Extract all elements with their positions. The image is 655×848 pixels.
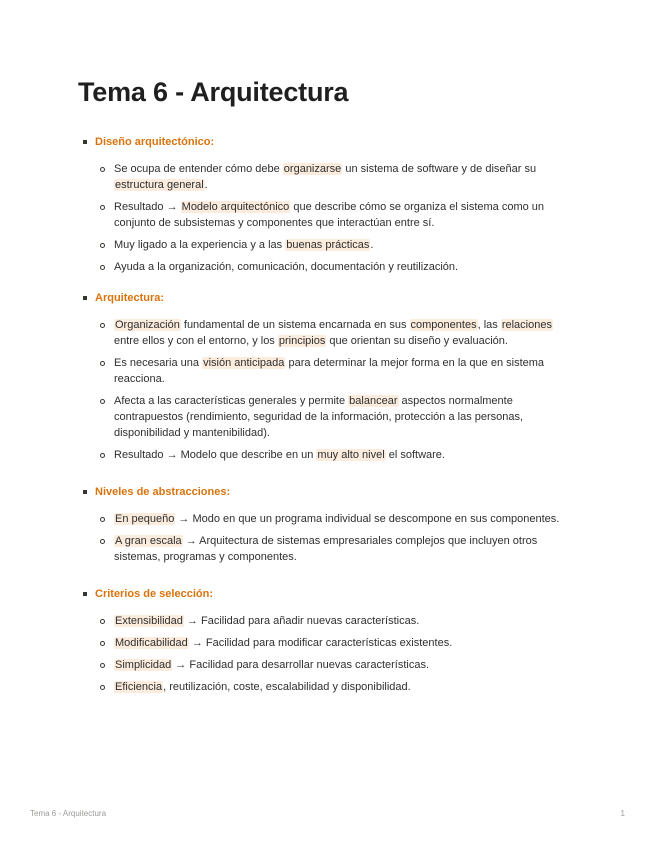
highlighted-text: buenas prácticas <box>286 239 370 251</box>
list-item <box>78 613 578 629</box>
section-heading <box>78 133 578 151</box>
list-item <box>78 679 578 695</box>
highlighted-text: Organización <box>115 319 180 331</box>
list-item <box>78 393 578 441</box>
list-item <box>78 199 578 231</box>
section <box>78 289 578 463</box>
text-run: Muy ligado a la experiencia y a las <box>114 239 286 251</box>
highlighted-text: organizarse <box>283 163 342 175</box>
section-heading <box>78 483 578 501</box>
section-heading-text: Criterios de selección: <box>95 588 213 600</box>
text-run: para determinar la mejor forma en la que en sistema reacciona. <box>114 357 545 385</box>
circle-bullet-icon <box>100 685 105 690</box>
text-run: fundamental de un sistema encarnada en sus <box>180 319 410 331</box>
text-run: aspectos normalmente contrapuestos (rendimiento, seguridad de la información, protección a las personas, disponibilidad y mantenibilidad). <box>114 395 524 439</box>
list-item <box>78 317 578 349</box>
highlighted-text: muy alto nivel <box>317 449 385 461</box>
footer-title: Tema 6 - Arquitectura <box>30 809 107 818</box>
highlighted-text: balancear <box>349 395 398 407</box>
text-run: Es necesaria una <box>114 357 203 369</box>
text-run: Resultado → <box>114 201 181 213</box>
section-heading <box>78 585 578 603</box>
bullet-list <box>78 613 578 695</box>
text-run: Ayuda a la organización, comunicación, documentación y reutilización. <box>114 261 459 273</box>
text-run: Afecta a las características generales y permite <box>114 395 349 407</box>
highlighted-text: En pequeño <box>115 513 175 525</box>
list-item <box>78 355 578 387</box>
list-item <box>78 635 578 651</box>
text-run: que orientan su diseño y evaluación. <box>326 335 508 347</box>
highlighted-text: A gran escala <box>115 535 182 547</box>
circle-bullet-icon <box>100 399 105 404</box>
list-item <box>78 237 578 253</box>
list-item <box>78 447 578 463</box>
bullet-list <box>78 511 578 565</box>
text-run: → Facilidad para modificar características existentes. <box>188 637 453 649</box>
list-item <box>78 533 578 565</box>
text-run: el software. <box>385 449 445 461</box>
text-run: → Facilidad para añadir nuevas características. <box>183 615 420 627</box>
bullet-list <box>78 317 578 463</box>
circle-bullet-icon <box>100 517 105 522</box>
circle-bullet-icon <box>100 243 105 248</box>
highlighted-text: visión anticipada <box>203 357 285 369</box>
section <box>78 133 578 275</box>
list-item <box>78 259 578 275</box>
highlighted-text: Modificabilidad <box>115 637 188 649</box>
highlighted-text: Eficiencia <box>115 681 163 693</box>
page-title: Tema 6 - Arquitectura <box>78 77 349 107</box>
circle-bullet-icon <box>100 663 105 668</box>
text-run: Resultado → Modelo que describe en un <box>114 449 317 461</box>
list-item <box>78 657 578 673</box>
circle-bullet-icon <box>100 167 105 172</box>
text-run: , las <box>477 319 501 331</box>
circle-bullet-icon <box>100 539 105 544</box>
text-run: . <box>204 179 208 191</box>
circle-bullet-icon <box>100 619 105 624</box>
highlighted-text: Extensibilidad <box>115 615 183 627</box>
text-run: que describe cómo se organiza el sistema como un conjunto de subsistemas y componentes que interactúan entre sí. <box>114 201 545 229</box>
list-item <box>78 161 578 193</box>
text-run: → Modo en que un programa individual se descompone en sus componentes. <box>175 513 560 525</box>
highlighted-text: relaciones <box>501 319 552 331</box>
circle-bullet-icon <box>100 205 105 210</box>
highlighted-text: principios <box>278 335 326 347</box>
page-number: 1 <box>620 809 625 818</box>
square-bullet-icon <box>83 490 87 494</box>
circle-bullet-icon <box>100 265 105 270</box>
text-run: un sistema de software y de diseñar su <box>342 163 537 175</box>
section-heading-text: Arquitectura: <box>95 292 165 304</box>
text-run: → Facilidad para desarrollar nuevas características. <box>172 659 430 671</box>
text-run: entre ellos y con el entorno, y los <box>114 335 278 347</box>
highlighted-text: Simplicidad <box>115 659 172 671</box>
text-run: → Arquitectura de sistemas empresariales complejos que incluyen otros sistemas, programas y componentes. <box>114 535 538 563</box>
section-heading-text: Diseño arquitectónico: <box>95 136 215 148</box>
square-bullet-icon <box>83 592 87 596</box>
list-item <box>78 511 578 527</box>
section <box>78 483 578 565</box>
circle-bullet-icon <box>100 361 105 366</box>
text-run: , reutilización, coste, escalabilidad y disponibilidad. <box>163 681 411 693</box>
square-bullet-icon <box>83 140 87 144</box>
circle-bullet-icon <box>100 453 105 458</box>
circle-bullet-icon <box>100 641 105 646</box>
text-run: Se ocupa de entender cómo debe <box>114 163 283 175</box>
section-heading-text: Niveles de abstracciones: <box>95 486 231 498</box>
circle-bullet-icon <box>100 323 105 328</box>
highlighted-text: Modelo arquitectónico <box>181 201 290 213</box>
bullet-list <box>78 161 578 275</box>
section <box>78 585 578 695</box>
square-bullet-icon <box>83 296 87 300</box>
highlighted-text: componentes <box>410 319 477 331</box>
text-run: . <box>370 239 374 251</box>
highlighted-text: estructura general <box>115 179 204 191</box>
section-heading <box>78 289 578 307</box>
